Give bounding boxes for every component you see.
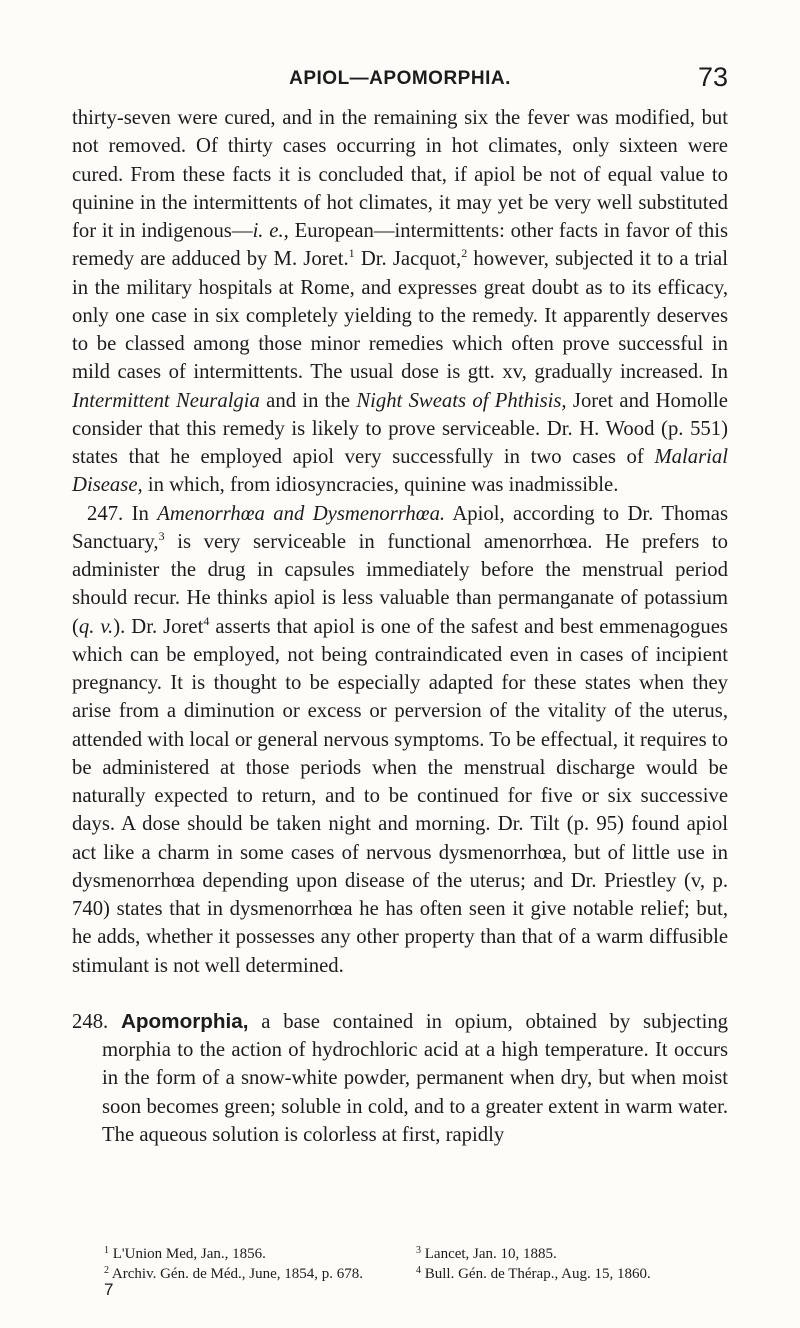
footnote-3: $^3$ Lancet, Jan. 10, 1885. <box>416 1245 557 1262</box>
footnote-ref: 1 <box>348 246 355 261</box>
footnote-4: $^4$ Bull. Gén. de Thérap., Aug. 15, 1860. <box>416 1265 651 1282</box>
paragraph-apiol-intermittents: thirty-seven were cured, and in the remaining six the fever was modified, but not removed. Of thirty cases occurring in hot climates, only sixteen were cured. From these facts it is concluded that, if apiol be not of equal value to quinine in the intermittents of hot climates, it may yet be very well substituted for it in indigenous—i. e., European—intermittents: other facts in favor of this remedy are adduced by M. Joret.$^1$ Dr. Jacquot,$^2$ however, subjected it to a trial in the military hospitals at Rome, and expresses great doubt as to its efficacy, only one case in six completely yielding to the remedy. It apparently deserves to be classed among those minor remedies which often prove successful in mild cases of intermittents. The usual dose is gtt. xv, gradually increased. In Intermittent Neuralgia and in the Night Sweats of Phthisis, Joret and Homolle consider that this remedy is likely to prove serviceable. Dr. H. Wood (p. 551) states that he employed apiol very successfully in two cases of Malarial Disease, in which, from idiosyncracies, quinine was inadmissible. <box>72 107 728 497</box>
footnote-ref: 3 <box>158 528 165 543</box>
page-header <box>72 62 728 102</box>
paragraph-247-amenorrhoea: 247. In Amenorrhœa and Dysmenorrhœa. Apiol, according to Dr. Thomas Sanctuary,$^3$ is very serviceable in functional amenorrhœa. He prefers to administer the drug in capsules immediately before the menstrual period should recur. He thinks apiol is less valuable than permanganate of potassium (q. v.). Dr. Joret$^4$ asserts that apiol is one of the safest and best emmenagogues which can be employed, not being contraindicated even in cases of incipient pregnancy. It is thought to be especially adapted for these states when they arise from a diminution or excess or perversion of the vitality of the uterus, attended with local or general nervous symptoms. To be effectual, it requires to be administered at those periods when the menstrual discharge would be naturally expected to return, and to be continued for five or six successive days. A dose should be taken night and morning. Dr. Tilt (p. 95) found apiol act like a charm in some cases of nervous dysmenorrhœa, but of little use in dysmenorrhœa depending upon disease of the uterus; and Dr. Priestley (v, p. 740) states that in dysmenorrhœa he has often seen it give notable relief; but, he adds, whether it possesses any other property than that of a warm diffusible stimulant is not well determined. <box>72 502 729 977</box>
footnote-1: $^1$ L'Union Med, Jan., 1856. <box>104 1245 266 1262</box>
footnote-2: $^2$ Archiv. Gén. de Méd., June, 1854, p. 678. <box>104 1265 363 1282</box>
signature-mark: 7 <box>104 1280 114 1299</box>
body-text <box>72 104 728 1149</box>
paragraph-248-apomorphia: 248. Apomorphia, a base contained in opium, obtained by subjecting morphia to the action of hydrochloric acid at a high temperature. It occurs in the form of a snow-white powder, permanent when dry, but when moist soon becomes green; soluble in cold, and to a greater extent in warm water. The aqueous solution is colorless at first, rapidly <box>72 1009 729 1146</box>
running-head: APIOL—APOMORPHIA. <box>289 68 511 89</box>
page-number: 73 <box>697 62 728 92</box>
footnote-ref: 4 <box>203 613 210 628</box>
section-title: Apomorphia, <box>120 1009 249 1033</box>
footnote-ref: 2 <box>461 246 468 261</box>
footnotes <box>104 1244 728 1284</box>
